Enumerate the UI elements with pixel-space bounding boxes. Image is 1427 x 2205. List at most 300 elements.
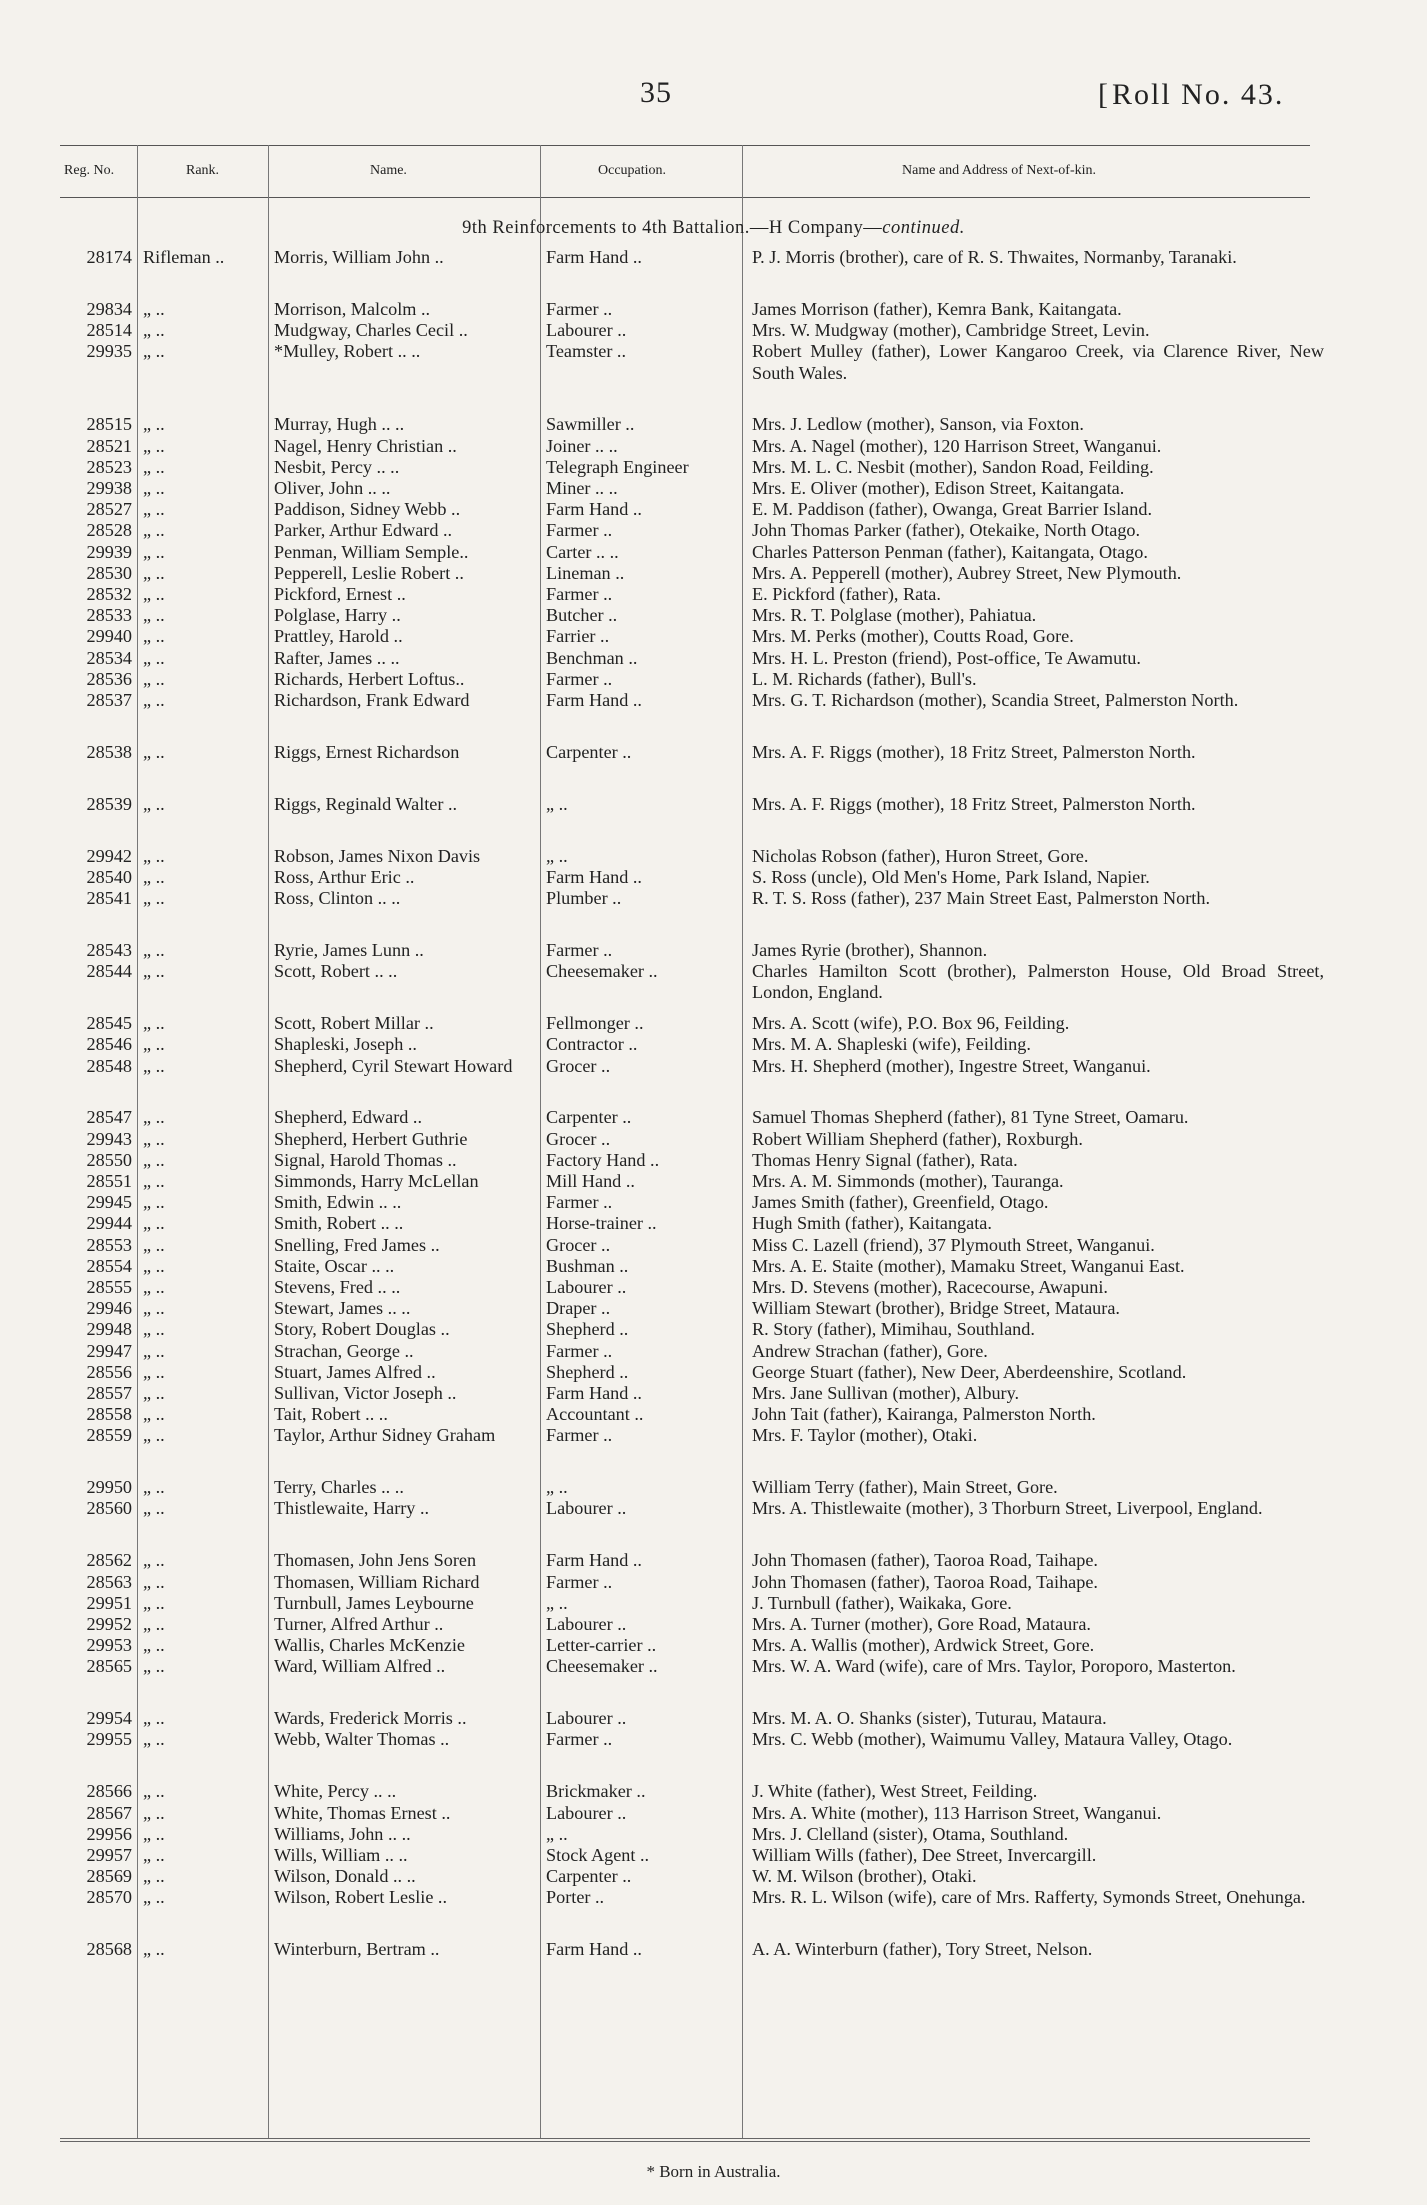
reg-number: 28559 [86,1425,132,1446]
rank: „ .. [143,1729,165,1750]
occupation: Farmer .. [546,583,613,604]
occupation: Farmer .. [546,1192,613,1213]
next-of-kin: Mrs. Jane Sullivan (mother), Albury. [752,1382,1020,1403]
occupation: Miner .. .. [546,478,618,498]
soldier-name: Ryrie, James Lunn .. [274,940,424,960]
rank: „ .. [143,1477,165,1498]
occupation: Labourer .. [546,1276,627,1297]
rank: „ .. [143,1613,165,1634]
next-of-kin: Mrs. D. Stevens (mother), Racecourse, Awapuni. [752,1276,1108,1297]
reg-number: 29951 [86,1592,132,1613]
next-of-kin: Mrs. G. T. Richardson (mother), Scandia Street, Palmerston North. [752,689,1239,710]
soldier-name: *Mulley, Robert .. .. [274,341,421,362]
rank: „ .. [143,888,165,909]
rank: „ .. [143,1171,165,1191]
rank: „ .. [143,562,165,583]
next-of-kin: Mrs. A. M. Simmonds (mother), Tauranga. [752,1171,1064,1191]
soldier-name: Shepherd, Herbert Guthrie [274,1128,468,1149]
occupation: Carpenter .. [546,1866,632,1887]
reg-number: 28556 [86,1361,132,1382]
occupation: Sawmiller .. [546,414,635,435]
reg-number: 29947 [86,1340,132,1361]
soldier-name: Paddison, Sidney Webb .. [274,499,461,520]
rank: „ .. [143,1149,165,1170]
next-of-kin: James Smith (father), Greenfield, Otago. [752,1192,1049,1213]
soldier-name: Wilson, Donald .. .. [274,1866,416,1887]
occupation: Labourer .. [546,320,627,341]
occupation: Grocer .. [546,1128,611,1149]
occupation: Shepherd .. [546,1361,629,1382]
table-row [0,1056,1427,1108]
reg-number: 28546 [86,1034,132,1055]
occupation: Letter-carrier .. [546,1635,657,1656]
table-row [0,1866,1427,1887]
reg-number: 29957 [86,1844,132,1865]
rank: „ .. [143,741,165,762]
rank: „ .. [143,1939,165,1960]
reg-number: 28515 [86,414,132,435]
table-row [0,1277,1427,1298]
occupation: Accountant .. [546,1404,644,1425]
reg-number: 29953 [86,1635,132,1656]
reg-number: 28560 [86,1498,132,1519]
next-of-kin: Mrs. A. Scott (wife), P.O. Box 96, Feilding. [752,1013,1070,1034]
table-row [0,1213,1427,1234]
rank: „ .. [143,1823,165,1844]
rank: „ .. [143,1404,165,1425]
reg-number: 28551 [86,1171,132,1191]
heading-occupation: Occupation. [598,163,667,178]
footnote: * Born in Australia. [646,2162,781,2181]
heading-reg-no: Reg. No. [64,163,115,178]
occupation: Farm Hand .. [546,247,642,267]
soldier-name: Thomasen, William Richard [274,1571,480,1592]
reg-number: 29940 [86,626,132,647]
soldier-name: Scott, Robert .. .. [274,961,398,982]
soldier-name: Robson, James Nixon Davis [274,845,481,866]
roll-table [0,247,1427,1960]
next-of-kin: William Terry (father), Main Street, Gore. [752,1477,1058,1498]
occupation: Butcher .. [546,605,618,626]
soldier-name: Turner, Alfred Arthur .. [274,1613,444,1634]
table-row [0,888,1427,940]
occupation: Brickmaker .. [546,1781,646,1802]
rank: „ .. [143,1276,165,1297]
next-of-kin: Mrs. W. A. Ward (wife), care of Mrs. Taylor, Poroporo, Masterton. [752,1656,1236,1677]
rank: „ .. [143,1055,165,1076]
occupation: Labourer .. [546,1613,627,1634]
soldier-name: Ross, Clinton .. .. [274,888,401,909]
rank: „ .. [143,1107,165,1128]
rank: „ .. [143,1234,165,1255]
reg-number: 28174 [86,247,132,267]
page-number: 35 [640,76,672,109]
table-row [0,1824,1427,1845]
soldier-name: Wallis, Charles McKenzie [274,1635,465,1656]
rank: „ .. [143,320,165,341]
rank: „ .. [143,1213,165,1234]
soldier-name: Stevens, Fred .. .. [274,1276,401,1297]
reg-number: 29935 [86,341,132,362]
reg-number: 28570 [86,1887,132,1908]
soldier-name: Penman, William Semple.. [274,541,469,562]
reg-number: 28533 [86,605,132,626]
occupation: Labourer .. [546,1708,627,1729]
rank: „ .. [143,1255,165,1276]
rank: „ .. [143,1034,165,1055]
table-row [0,867,1427,888]
table-row [0,1150,1427,1171]
rank: „ .. [143,1635,165,1656]
occupation: Plumber .. [546,888,622,909]
reg-number: 28532 [86,583,132,604]
table-row [0,846,1427,867]
next-of-kin: John Thomasen (father), Taoroa Road, Taihape. [752,1571,1098,1592]
soldier-name: Wards, Frederick Morris .. [274,1708,467,1729]
next-of-kin: Mrs. J. Ledlow (mother), Sanson, via Foxton. [752,414,1084,435]
soldier-name: Wills, William .. .. [274,1844,408,1865]
soldier-name: Williams, John .. .. [274,1823,411,1844]
next-of-kin: James Morrison (father), Kemra Bank, Kaitangata. [752,298,1122,319]
table-row [0,1235,1427,1256]
occupation: Mill Hand .. [546,1171,635,1191]
rank: „ .. [143,1298,165,1319]
occupation: „ .. [546,1823,568,1844]
reg-number: 29946 [86,1298,132,1319]
next-of-kin: Robert William Shepherd (father), Roxburgh. [752,1128,1083,1149]
next-of-kin: Mrs. F. Taylor (mother), Otaki. [752,1425,978,1446]
reg-number: 29954 [86,1708,132,1729]
occupation: Porter .. [546,1887,605,1908]
next-of-kin: Mrs. J. Clelland (sister), Otama, Southland. [752,1823,1069,1844]
soldier-name: Thistlewaite, Harry .. [274,1498,430,1519]
rank: „ .. [143,1382,165,1403]
occupation: Carpenter .. [546,741,632,762]
rank: „ .. [143,1498,165,1519]
occupation: Carter .. .. [546,541,619,562]
table-row [0,742,1427,794]
soldier-name: Richardson, Frank Edward [274,689,470,710]
occupation: Lineman .. [546,562,625,583]
table-row [0,341,1427,414]
rank: „ .. [143,1802,165,1823]
next-of-kin: Mrs. A. Turner (mother), Gore Road, Mataura. [752,1613,1091,1634]
rank: „ .. [143,1425,165,1446]
heading-rank: Rank. [186,163,220,178]
occupation: Bushman .. [546,1255,629,1276]
table-row [0,584,1427,605]
reg-number: 29945 [86,1192,132,1213]
next-of-kin: Hugh Smith (father), Kaitangata. [752,1213,992,1234]
reg-number: 28543 [86,940,132,960]
table-row [0,626,1427,647]
rank: „ .. [143,1128,165,1149]
reg-number: 28539 [86,793,132,814]
next-of-kin: Thomas Henry Signal (father), Rata. [752,1149,1018,1170]
reg-number: 28523 [86,456,132,477]
reg-number: 28568 [86,1939,132,1960]
reg-number: 29950 [86,1477,132,1498]
table-row [0,1362,1427,1383]
soldier-name: Shepherd, Edward .. [274,1107,422,1128]
reg-number: 28540 [86,866,132,887]
table-row [0,1939,1427,1960]
roll-number: [ Roll No. 43. [1098,78,1284,112]
next-of-kin: Mrs. H. Shepherd (mother), Ingestre Street, Wanganui. [752,1055,1151,1076]
reg-number: 28548 [86,1055,132,1076]
reg-number: 28514 [86,320,132,341]
soldier-name: White, Percy .. .. [274,1781,397,1802]
reg-number: 29956 [86,1823,132,1844]
occupation: Farmer .. [546,1571,613,1592]
footer-rule [60,2138,1310,2139]
table-row [0,1425,1427,1477]
rank: „ .. [143,341,165,362]
reg-number: 28558 [86,1404,132,1425]
table-row [0,247,1427,299]
next-of-kin: Samuel Thomas Shepherd (father), 81 Tyne Street, Oamaru. [752,1107,1189,1128]
occupation: Farm Hand .. [546,689,642,710]
next-of-kin: Mrs. A. Wallis (mother), Ardwick Street, Gore. [752,1635,1095,1656]
soldier-name: Pepperell, Leslie Robert .. [274,562,464,583]
occupation: „ .. [546,793,568,814]
occupation: Shepherd .. [546,1319,629,1340]
soldier-name: Polglase, Harry .. [274,605,401,626]
next-of-kin: Mrs. E. Oliver (mother), Edison Street, Kaitangata. [752,478,1125,498]
occupation: Farmer .. [546,298,613,319]
rank: „ .. [143,499,165,520]
occupation: Grocer .. [546,1055,611,1076]
table-row [0,1298,1427,1319]
occupation: Grocer .. [546,1234,611,1255]
soldier-name: Stuart, James Alfred .. [274,1361,436,1382]
table-row [0,1319,1427,1340]
soldier-name: Sullivan, Victor Joseph .. [274,1382,457,1403]
table-row [0,1477,1427,1498]
section-title-continued: continued. [882,218,965,238]
occupation: Farmer .. [546,1425,613,1446]
next-of-kin: John Thomasen (father), Taoroa Road, Taihape. [752,1550,1098,1571]
next-of-kin: Mrs. M. L. C. Nesbit (mother), Sandon Road, Feilding. [752,456,1154,477]
soldier-name: Scott, Robert Millar .. [274,1013,434,1034]
reg-number: 29939 [86,541,132,562]
next-of-kin: Mrs. M. A. Shapleski (wife), Feilding. [752,1034,1031,1055]
reg-number: 28537 [86,689,132,710]
occupation: Telegraph Engineer [546,456,689,477]
next-of-kin: John Tait (father), Kairanga, Palmerston North. [752,1404,1096,1425]
next-of-kin: Mrs. R. T. Polglase (mother), Pahiatua. [752,605,1037,626]
next-of-kin: P. J. Morris (brother), care of R. S. Thwaites, Normanby, Taranaki. [752,247,1237,267]
occupation: Carpenter .. [546,1107,632,1128]
soldier-name: Rafter, James .. .. [274,647,400,668]
reg-number: 29944 [86,1213,132,1234]
next-of-kin: Mrs. M. A. O. Shanks (sister), Tuturau, Mataura. [752,1708,1107,1729]
next-of-kin: R. Story (father), Mimihau, Southland. [752,1319,1035,1340]
reg-number: 28521 [86,435,132,456]
soldier-name: Turnbull, James Leybourne [274,1592,474,1613]
next-of-kin: Mrs. C. Webb (mother), Waimumu Valley, Mataura Valley, Otago. [752,1729,1233,1750]
reg-number: 28562 [86,1550,132,1571]
next-of-kin: Mrs. R. L. Wilson (wife), care of Mrs. Rafferty, Symonds Street, Onehunga. [752,1887,1306,1908]
next-of-kin: E. M. Paddison (father), Owanga, Great Barrier Island. [752,499,1152,520]
next-of-kin: Charles Hamilton Scott (brother), Palmerston House, Old Broad Street, London, England. [752,961,1324,1003]
next-of-kin: R. T. S. Ross (father), 237 Main Street East, Palmerston North. [752,888,1210,909]
rank: „ .. [143,1319,165,1340]
table-row [0,320,1427,341]
rank: „ .. [143,1708,165,1729]
soldier-name: Terry, Charles .. .. [274,1477,404,1498]
soldier-name: Ross, Arthur Eric .. [274,866,415,887]
occupation: Farrier .. [546,626,610,647]
reg-number: 28553 [86,1234,132,1255]
next-of-kin: William Wills (father), Dee Street, Invercargill. [752,1844,1097,1865]
next-of-kin: Andrew Strachan (father), Gore. [752,1340,988,1361]
soldier-name: Nesbit, Percy .. .. [274,456,400,477]
soldier-name: Smith, Edwin .. .. [274,1192,402,1213]
occupation: „ .. [546,1477,568,1498]
footer-rule [60,2141,1310,2142]
table-row [0,605,1427,626]
rank: „ .. [143,866,165,887]
table-row [0,1845,1427,1866]
table-row [0,520,1427,541]
occupation: Farm Hand .. [546,1939,642,1960]
rank: „ .. [143,668,165,689]
table-row [0,1498,1427,1550]
rank: „ .. [143,414,165,435]
rank: „ .. [143,647,165,668]
table-row [0,1341,1427,1362]
soldier-name: Oliver, John .. .. [274,478,391,498]
next-of-kin: Mrs. A. Pepperell (mother), Aubrey Street, New Plymouth. [752,562,1182,583]
section-title-main: 9th Reinforcements to 4th Battalion.—H Company— [462,218,883,238]
reg-number: 28566 [86,1781,132,1802]
occupation: Fellmonger .. [546,1013,644,1034]
reg-number: 28554 [86,1255,132,1276]
soldier-name: Strachan, George .. [274,1340,414,1361]
soldier-name: Shapleski, Joseph .. [274,1034,417,1055]
rank: „ .. [143,1013,165,1034]
table-row [0,1635,1427,1656]
soldier-name: Smith, Robert .. .. [274,1213,404,1234]
reg-number: 28567 [86,1802,132,1823]
rank: „ .. [143,1550,165,1571]
rank: „ .. [143,456,165,477]
next-of-kin: James Ryrie (brother), Shannon. [752,940,988,960]
reg-number: 29948 [86,1319,132,1340]
next-of-kin: J. White (father), West Street, Feilding. [752,1781,1038,1802]
soldier-name: Riggs, Ernest Richardson [274,741,460,762]
soldier-name: Staite, Oscar .. .. [274,1255,395,1276]
next-of-kin: Mrs. M. Perks (mother), Coutts Road, Gore. [752,626,1074,647]
rank: „ .. [143,1340,165,1361]
table-row [0,1803,1427,1824]
table-row [0,542,1427,563]
table-row [0,1729,1427,1781]
table-row [0,1383,1427,1404]
reg-number: 29942 [86,845,132,866]
rank: Rifleman .. [143,247,225,267]
next-of-kin: Nicholas Robson (father), Huron Street, Gore. [752,845,1089,866]
occupation: Farmer .. [546,1729,613,1750]
occupation: Cheesemaker .. [546,1656,658,1677]
rank: „ .. [143,1592,165,1613]
occupation: Teamster .. [546,341,627,362]
occupation: Farm Hand .. [546,866,642,887]
soldier-name: Simmonds, Harry McLellan [274,1171,479,1191]
table-row [0,1887,1427,1939]
occupation: Farm Hand .. [546,1550,642,1571]
occupation: „ .. [546,845,568,866]
reg-number: 28530 [86,562,132,583]
table-row [0,1656,1427,1708]
table-row [0,1013,1427,1034]
rank: „ .. [143,520,165,541]
table-row [0,940,1427,961]
table-row [0,1550,1427,1571]
table-row [0,1708,1427,1729]
soldier-name: Murray, Hugh .. .. [274,414,405,435]
rank: „ .. [143,298,165,319]
rank: „ .. [143,478,165,498]
reg-number: 28569 [86,1866,132,1887]
next-of-kin: Mrs. A. E. Staite (mother), Mamaku Street, Wanganui East. [752,1255,1185,1276]
rank: „ .. [143,1656,165,1677]
table-row [0,299,1427,320]
rank: „ .. [143,1571,165,1592]
next-of-kin: Mrs. H. L. Preston (friend), Post-office, Te Awamutu. [752,647,1141,668]
table-row [0,1129,1427,1150]
soldier-name: Signal, Harold Thomas .. [274,1149,457,1170]
next-of-kin: Mrs. A. F. Riggs (mother), 18 Fritz Street, Palmerston North. [752,793,1196,814]
rank: „ .. [143,1781,165,1802]
next-of-kin: John Thomas Parker (father), Otekaike, North Otago. [752,520,1141,541]
table-row [0,1572,1427,1593]
next-of-kin: Charles Patterson Penman (father), Kaitangata, Otago. [752,541,1148,562]
reg-number: 28555 [86,1276,132,1297]
soldier-name: Tait, Robert .. .. [274,1404,388,1425]
table-row [0,1256,1427,1277]
header-rule-top [60,145,1310,146]
table-row [0,794,1427,846]
soldier-name: Webb, Walter Thomas .. [274,1729,450,1750]
rank: „ .. [143,793,165,814]
occupation: Farm Hand .. [546,1382,642,1403]
table-row [0,690,1427,742]
soldier-name: Shepherd, Cyril Stewart Howard [274,1055,513,1076]
soldier-name: White, Thomas Ernest .. [274,1802,451,1823]
rank: „ .. [143,1192,165,1213]
rank: „ .. [143,626,165,647]
reg-number: 28536 [86,668,132,689]
next-of-kin: Mrs. A. White (mother), 113 Harrison Street, Wanganui. [752,1802,1162,1823]
rank: „ .. [143,1887,165,1908]
soldier-name: Parker, Arthur Edward .. [274,520,453,541]
occupation: Draper .. [546,1298,611,1319]
table-row [0,499,1427,520]
occupation: „ .. [546,1592,568,1613]
occupation: Benchman .. [546,647,638,668]
soldier-name: Taylor, Arthur Sidney Graham [274,1425,496,1446]
occupation: Labourer .. [546,1802,627,1823]
next-of-kin: W. M. Wilson (brother), Otaki. [752,1866,977,1887]
next-of-kin: Miss C. Lazell (friend), 37 Plymouth Street, Wanganui. [752,1234,1155,1255]
rank: „ .. [143,605,165,626]
occupation: Joiner .. .. [546,435,618,456]
reg-number: 28547 [86,1107,132,1128]
table-row [0,1781,1427,1802]
section-title [0,218,1427,239]
